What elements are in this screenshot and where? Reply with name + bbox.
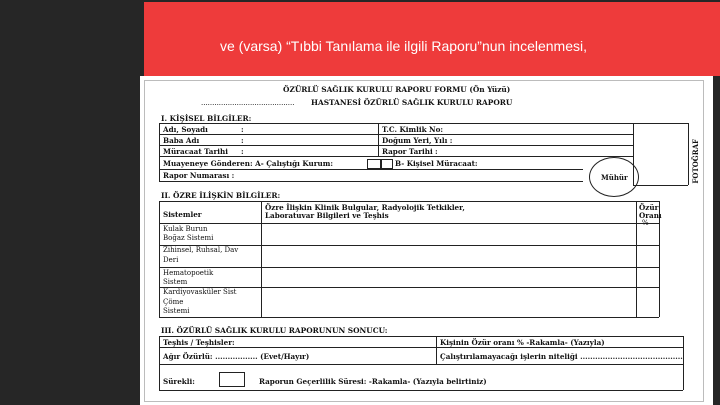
validity-label: Raporun Geçerlilik Süresi: -Rakamla- (Yazıyla belirtiniz) bbox=[259, 377, 487, 386]
col-findings-header-line2: Laboratuvar Bilgileri ve Teşhis bbox=[265, 211, 389, 220]
grid-line bbox=[683, 336, 684, 390]
slide-title: ve (varsa) “Tıbbi Tanılama ile ilgili Raporu”nun incelenmesi, bbox=[220, 38, 588, 54]
name-colon: : bbox=[241, 125, 244, 134]
tc-label: T.C. Kimlik No: bbox=[382, 125, 444, 134]
system-row: Çöme bbox=[163, 298, 184, 306]
diagnosis-label: Teşhis / Teşhisler: bbox=[163, 338, 235, 347]
left-dark-band bbox=[0, 0, 140, 405]
grid-line bbox=[633, 123, 634, 156]
grid-line bbox=[159, 364, 683, 365]
section1-heading: I. KİŞİSEL BİLGİLER: bbox=[161, 114, 252, 123]
col-systems-header: Sistemler bbox=[163, 210, 202, 219]
grid-line bbox=[159, 145, 633, 146]
grid-line bbox=[159, 181, 583, 182]
col-rate-header-line1: Özür bbox=[639, 203, 659, 212]
system-row: Hematopoetik bbox=[163, 269, 214, 277]
permanent-label: Sürekli: bbox=[163, 377, 195, 386]
grid-line bbox=[636, 201, 637, 317]
system-row: Kardiyovasküler Sist bbox=[163, 288, 237, 296]
system-row: Deri bbox=[163, 256, 179, 264]
institution-checkbox[interactable] bbox=[367, 159, 381, 169]
application-date-colon: : bbox=[241, 147, 244, 156]
grid-line bbox=[159, 201, 160, 317]
grid-line bbox=[159, 134, 633, 135]
report-date-colon: : bbox=[435, 147, 438, 156]
report-form bbox=[145, 81, 704, 402]
grid-line bbox=[159, 201, 659, 202]
grid-line bbox=[688, 123, 689, 185]
name-label: Adı, Soyadı bbox=[163, 125, 208, 134]
grid-line bbox=[159, 347, 683, 348]
form-title: ÖZÜRLÜ SAĞLIK KURULU RAPORU FORMU (Ön Yüzü) bbox=[283, 85, 511, 94]
grid-line bbox=[436, 336, 437, 364]
grid-line bbox=[159, 123, 160, 181]
father-colon: : bbox=[241, 136, 244, 145]
grid-line bbox=[159, 223, 659, 224]
system-row: Kulak Burun bbox=[163, 225, 208, 233]
report-no-label: Rapor Numarası : bbox=[163, 171, 235, 180]
grid-line bbox=[159, 390, 683, 391]
father-label: Baba Adı bbox=[163, 136, 200, 145]
grid-line bbox=[261, 201, 262, 317]
col-findings-header-line1: Özre İlişkin Klinik Bulgular, Radyolojik Tetkikler, bbox=[265, 203, 465, 212]
sender-label: Muayeneye Gönderen: A- Çalıştığı Kurum: bbox=[163, 159, 333, 168]
grid-line bbox=[159, 317, 659, 318]
grid-line bbox=[159, 123, 633, 124]
system-row: Boğaz Sistemi bbox=[163, 234, 214, 242]
section3-heading: III. ÖZÜRLÜ SAĞLIK KURULU RAPORUNUN SONUCU: bbox=[161, 326, 388, 335]
grid-line bbox=[159, 267, 659, 268]
section2-heading: II. ÖZRE İLİŞKİN BİLGİLER: bbox=[161, 191, 281, 200]
application-date-label: Müracaat Tarihi bbox=[163, 147, 228, 156]
grid-line bbox=[159, 169, 583, 170]
seal-label: Mühür bbox=[601, 173, 628, 182]
personal-checkbox[interactable] bbox=[381, 159, 393, 169]
system-row: Sistemi bbox=[163, 307, 190, 315]
grid-line bbox=[159, 336, 683, 337]
unable-jobs-label: Çalıştırılamayacağı işlerin niteliği ......................................... bbox=[440, 352, 683, 361]
report-form-image bbox=[144, 80, 704, 402]
permanent-checkbox[interactable] bbox=[219, 372, 245, 387]
disability-rate-label: Kişinin Özür oranı % -Rakamla- (Yazıyla) bbox=[440, 338, 605, 347]
col-rate-header-line2: Oranı bbox=[639, 211, 662, 220]
grid-line bbox=[159, 156, 633, 157]
severe-disability-label: Ağır Özürlü: ................. (Evet/Hayır) bbox=[163, 352, 310, 361]
grid-line bbox=[159, 336, 160, 390]
report-date-label: Rapor Tarihi bbox=[382, 147, 433, 156]
grid-line bbox=[633, 185, 688, 186]
form-subtitle-dots: .......................................... bbox=[201, 99, 295, 107]
system-row: Sistem bbox=[163, 278, 188, 286]
grid-line bbox=[633, 123, 688, 124]
grid-line bbox=[378, 123, 379, 156]
birth-label: Doğum Yeri, Yılı : bbox=[382, 136, 453, 145]
photo-label: FOTOĞRAF bbox=[691, 139, 700, 184]
system-row: Zihinsel, Ruhsal, Dav bbox=[163, 246, 239, 254]
form-subtitle: HASTANESİ ÖZÜRLÜ SAĞLIK KURULU RAPORU bbox=[311, 98, 513, 107]
personal-label: B- Kişisel Müracaat: bbox=[395, 159, 478, 168]
col-rate-header-line3: % bbox=[642, 219, 649, 227]
